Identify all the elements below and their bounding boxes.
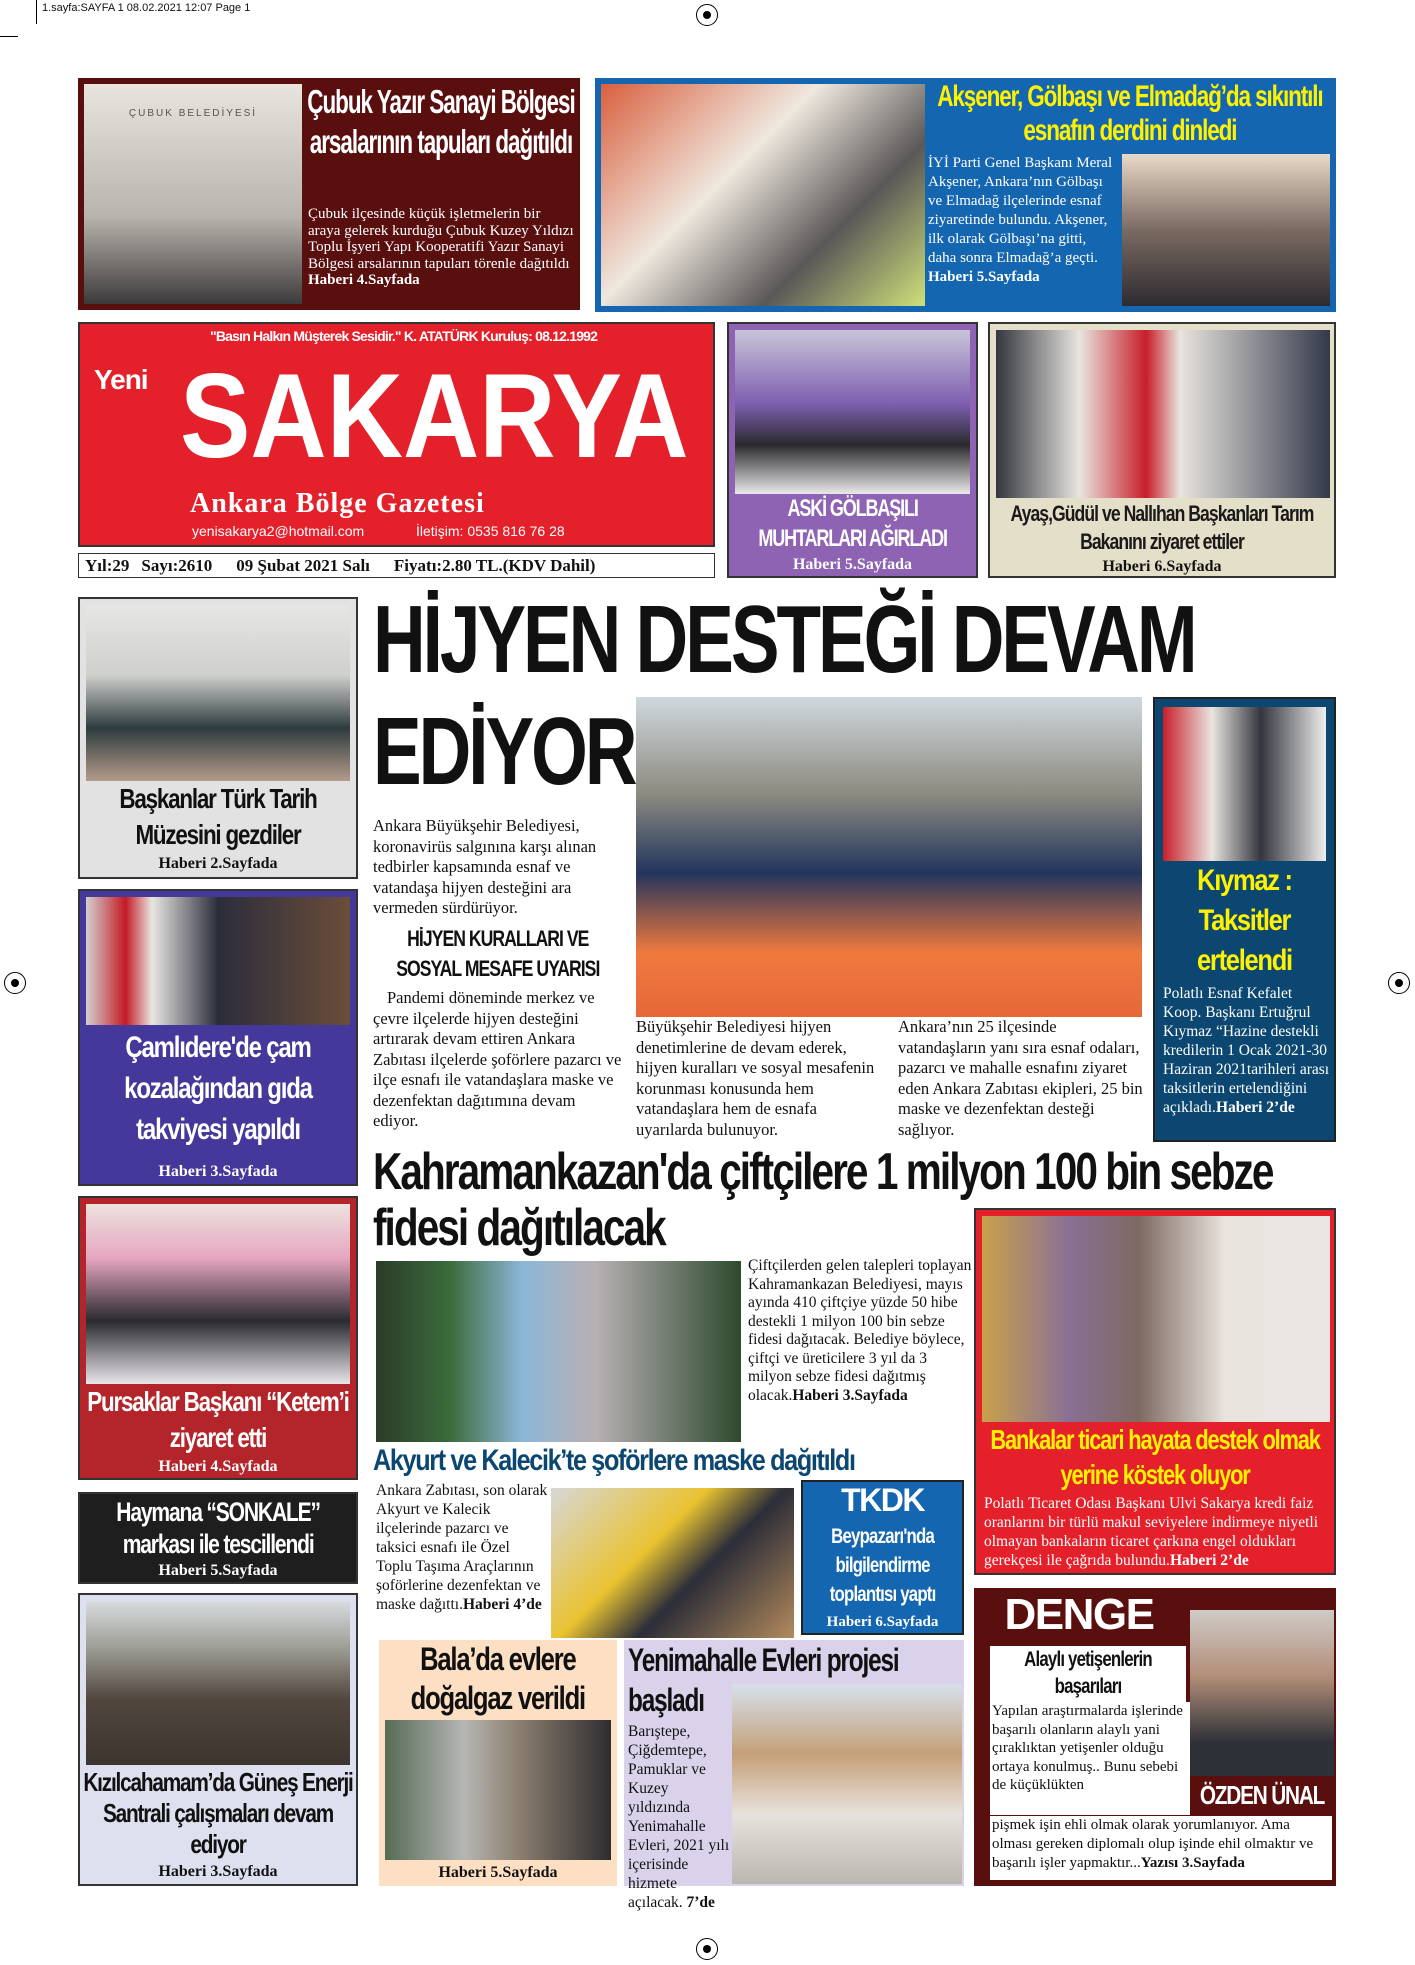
denge-column[interactable] <box>974 1588 1336 1886</box>
masthead-yeni: Yeni <box>94 364 148 395</box>
yenimahalle-summary: Barıştepe, Çiğdemtepe, Pamuklar ve Kuzey yıldızında Yenimahalle Evleri, 2021 yılı içerisinde hizmete açılacak. 7’de <box>628 1723 730 1911</box>
registration-mark-icon <box>4 972 26 994</box>
kizilcahamam-headline: Kızılcahamam’da Güneş Enerji Santrali çalışmaları devam ediyor <box>83 1767 353 1859</box>
cubuk-headline: Çubuk Yazır Sanayi Bölgesi arsalarının tapuları dağıtıldı <box>307 83 575 160</box>
baskanlar-story[interactable] <box>78 597 358 879</box>
issue-number: Sayı:2610 <box>141 555 213 575</box>
ayas-story[interactable] <box>988 322 1336 578</box>
kizilcahamam-story[interactable] <box>78 1593 358 1886</box>
crop-mark <box>0 36 18 37</box>
aksener-story[interactable] <box>595 78 1336 312</box>
bala-story[interactable] <box>379 1640 617 1886</box>
masthead-phone: İletişim: 0535 816 76 28 <box>416 523 565 539</box>
registration-mark-icon <box>696 4 718 26</box>
tkdk-ref: Haberi 6.Sayfada <box>826 1614 939 1630</box>
baskanlar-photo <box>86 605 350 781</box>
kiymaz-photo <box>1163 707 1326 861</box>
main-headline-line2: EDİYOR <box>373 698 635 805</box>
haymana-story[interactable] <box>78 1492 358 1584</box>
bala-photo <box>385 1720 611 1860</box>
kiymaz-headline: Kıymaz : Taksitler ertelendi <box>1197 864 1292 977</box>
main-story-col2: Büyükşehir Belediyesi hijyen denetimlerine de devam ederek, hijyen kuralları ve sosyal mesafenin korunması konusunda hem vatandaşlara hem de esnafa uyarılarda bulunuyor. <box>636 1017 875 1139</box>
haymana-ref: Haberi 5.Sayfada <box>158 1562 278 1579</box>
haymana-headline: Haymana “SONKALE” markası ile tescillendi <box>116 1497 320 1559</box>
bankalar-photo <box>982 1216 1330 1422</box>
masthead-logo: SAKARYA <box>180 349 689 483</box>
cubuk-photo <box>84 84 302 304</box>
bankalar-summary: Polatlı Ticaret Odası Başkanı Ulvi Sakarya kredi faiz oranlarını bir türlü makul seviyelere indirmeye niyetli olmayan bankaların ticaret çarkına engel oldukları gerekçesi ile çağrıda bulundu.Haberi 2’de <box>984 1495 1319 1569</box>
author-name: ÖZDEN ÜNAL <box>1199 1780 1325 1810</box>
kizilcahamam-photo <box>86 1601 350 1765</box>
main-story-intro: Ankara Büyükşehir Belediyesi, koronavirüs salgınına karşı alınan tedbirler kapsamında esnaf ve vatandaşa hijyen desteğini ara vermeden sürdürüyor. <box>373 816 597 917</box>
issue-info-bar <box>78 553 715 578</box>
bala-headline: Bala’da evlere doğalgaz verildi <box>410 1641 585 1716</box>
main-story-col1: Pandemi döneminde merkez ve çevre ilçelerde hijyen desteğini artırarak devam ettiren Ankara Zabıtası ilçelerde şoförlere pazarcı ve ilçe esnafı ile vatandaşlara maske ve dezenfektan dağıtımına devam ediyor. <box>373 988 622 1130</box>
author-photo <box>1190 1610 1334 1776</box>
crop-mark <box>36 0 37 24</box>
pursaklar-story[interactable] <box>78 1196 358 1480</box>
ayas-headline: Ayaş,Güdül ve Nallıhan Başkanları Tarım Bakanını ziyaret ettiler <box>1010 501 1314 554</box>
aksener-summary: İYİ Parti Genel Başkanı Meral Akşener, Ankara’nın Gölbaşı ve Elmadağ ilçelerinde esnaf ziyaretinde bulundu. Akşener, ilk olarak Gölbaşı’na gitti, daha sonra Elmadağ’a geçti. Haberi 5.Sayfada <box>928 155 1113 285</box>
bankalar-headline: Bankalar ticari hayata destek olmak yerine köstek oluyor <box>990 1424 1320 1490</box>
cubuk-summary: Çubuk ilçesinde küçük işletmelerin bir araya gelerek kurduğu Çubuk Kuzey Yıldızı Toplu İşyeri Yapı Kooperatifi Yazır Sanayi Bölgesi arsalarının tapuları törenle dağıtıldı Haberi 4.Sayfada <box>308 206 574 288</box>
masthead-email: yenisakarya2@hotmail.com <box>192 523 365 539</box>
issue-price: Fiyatı:2.80 TL.(KDV Dahil) <box>393 555 596 575</box>
registration-mark-icon <box>1388 972 1410 994</box>
kiymaz-story[interactable] <box>1153 697 1336 1142</box>
camlidere-photo <box>86 897 350 1025</box>
aski-photo <box>735 330 970 494</box>
denge-body-top: Yapılan araştırmalarda işlerinde başarılı olanların alaylı yani çıraklıktan yetişenler olduğu ortaya konulmuş.. Bunu sebebi de küçüklükten <box>990 1702 1190 1815</box>
aksener-headline: Akşener, Gölbaşı ve Elmadağ’da sıkıntılı esnafın derdini dinledi <box>937 80 1323 147</box>
main-story-photo <box>636 697 1142 1017</box>
ayas-photo <box>996 330 1330 498</box>
baskanlar-headline: Başkanlar Türk Tarih Müzesini gezdiler <box>119 783 317 850</box>
pursaklar-photo <box>86 1204 350 1384</box>
kahramankazan-headline: Kahramankazan'da çiftçilere 1 milyon 100 bin sebze fidesi dağıtılacak <box>373 1143 1273 1257</box>
masthead <box>78 322 715 547</box>
denge-column-name: DENGE <box>1004 1590 1154 1639</box>
main-story-subhead: HİJYEN KURALLARI VE SOSYAL MESAFE UYARISI <box>396 926 600 981</box>
yenimahalle-headline: Yenimahalle Evleri projesi başladı <box>628 1642 899 1718</box>
aski-story[interactable] <box>727 322 978 578</box>
camlidere-story[interactable] <box>78 889 358 1186</box>
issue-year: Yıl:29 <box>85 555 130 575</box>
akyurt-photo <box>551 1488 794 1638</box>
registration-mark-icon <box>696 1938 718 1960</box>
baskanlar-ref: Haberi 2.Sayfada <box>158 855 278 872</box>
tkdk-story[interactable] <box>801 1480 964 1635</box>
main-headline-line1: HİJYEN DESTEĞİ DEVAM <box>373 586 1195 693</box>
tkdk-headline: TKDK <box>841 1482 924 1518</box>
camlidere-headline: Çamlıdere'de çam kozalağından gıda takviyesi yapıldı <box>124 1031 312 1146</box>
akyurt-headline: Akyurt ve Kalecik’te şoförlere maske dağıtıldı <box>373 1444 855 1477</box>
aksener-photo <box>601 84 925 306</box>
kiymaz-summary: Polatlı Esnaf Kefalet Koop. Başkanı Ertuğrul Kıymaz “Hazine destekli kredilerin 1 Ocak 2021-30 Haziran 2021tarihleri arası taksitlerin ertelendiğini açıkladı.Haberi 2’de <box>1163 985 1330 1116</box>
ayas-ref: Haberi 6.Sayfada <box>1102 558 1222 575</box>
tkdk-subtitle: Beypazarı'nda bilgilendirme toplantısı yaptı <box>829 1525 936 1606</box>
kahramankazan-photo <box>376 1261 741 1442</box>
akyurt-summary: Ankara Zabıtası, son olarak Akyurt ve Kalecik ilçelerinde pazarcı ve taksici esnafı ile Özel Toplu Taşıma Araçlarının şoförlerine dezenfektan ve maske dağıttı.Haberi 4’de <box>376 1482 548 1613</box>
masthead-motto: "Basın Halkın Müşterek Sesidir." K. ATATÜRK Kuruluş: 08.12.1992 <box>210 328 598 344</box>
yenimahalle-story[interactable] <box>624 1640 964 1911</box>
kahramankazan-summary: Çiftçilerden gelen talepleri toplayan Kahramankazan Belediyesi, mayıs ayında 410 çiftçiye yüzde 50 hibe destekli 1 milyon 100 bin sebze fidesi dağıtacak. Belediye böylece, çiftçi ve üreticilere 3 yıl da 3 milyon sebze fidesi dağıtmış olacak.Haberi 3.Sayfada <box>748 1257 972 1404</box>
masthead-subtitle: Ankara Bölge Gazetesi <box>190 488 485 519</box>
issue-date: 09 Şubat 2021 Salı <box>236 555 370 575</box>
aski-ref: Haberi 5.Sayfada <box>792 556 913 573</box>
bankalar-story[interactable] <box>974 1208 1336 1575</box>
aksener-photo-2 <box>1122 154 1330 306</box>
denge-body-bottom: pişmek işin ehli olmak olarak yorumlanıyor. Ama olması gereken diplomalı olup işinde ehil olmaktır ve başarılı işler yapmaktır...Yazısı 3.Sayfada <box>990 1816 1332 1880</box>
kizilcahamam-ref: Haberi 3.Sayfada <box>158 1863 278 1880</box>
print-slug: 1.sayfa:SAYFA 1 08.02.2021 12:07 Page 1 <box>42 2 251 14</box>
cubuk-story[interactable] <box>78 78 580 310</box>
camlidere-ref: Haberi 3.Sayfada <box>158 1163 278 1180</box>
pursaklar-headline: Pursaklar Başkanı “Ketem’i ziyaret etti <box>87 1386 349 1453</box>
denge-headline: Alaylı yetişenlerin başarıları <box>990 1646 1186 1702</box>
bala-ref: Haberi 5.Sayfada <box>438 1864 558 1881</box>
photo-sign: ÇUBUK BELEDİYESİ <box>128 108 258 119</box>
pursaklar-ref: Haberi 4.Sayfada <box>158 1458 278 1475</box>
main-story-col3: Ankara’nın 25 ilçesinde vatandaşların yanı sıra esnaf odaları, pazarcı ve mahalle esnafını ziyaret eden Ankara Zabıtası ekipleri, 25 bin maske ve dezenfektan desteği sağlıyor. <box>898 1017 1143 1139</box>
aski-headline: ASKİ GÖLBAŞILI MUHTARLARI AĞIRLADI <box>758 495 947 552</box>
